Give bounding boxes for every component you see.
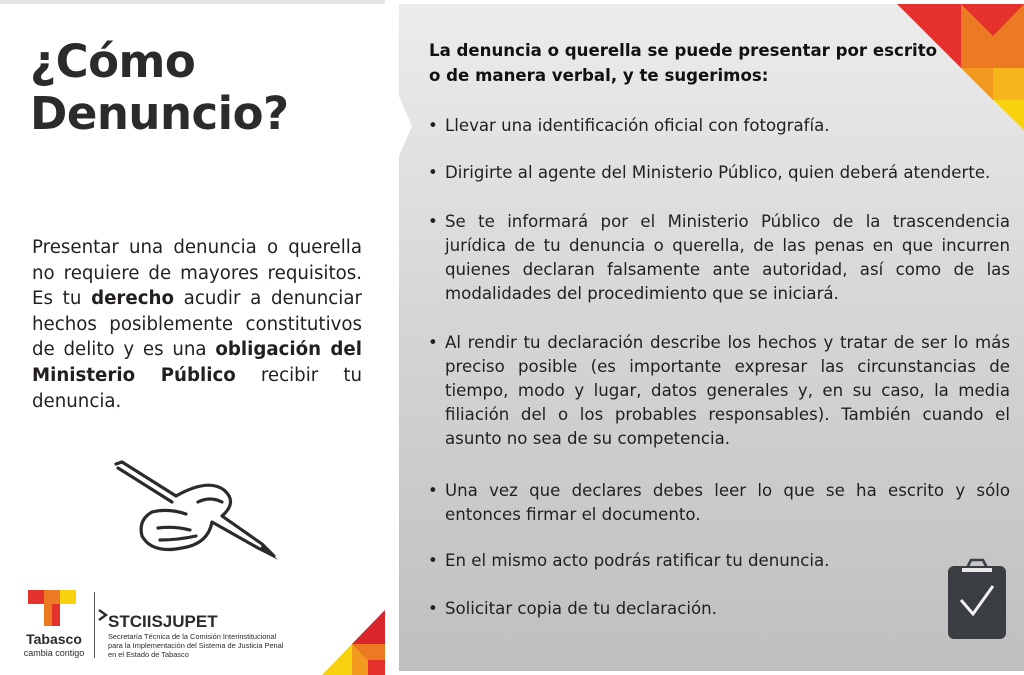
page-title-line-1: ¿Cómo: [30, 35, 196, 88]
bullet: •: [428, 551, 438, 570]
list-item: [428, 114, 1010, 138]
intro-text-2: acudir a denunciar hechos posiblemente constitutivos de delito y es una: [32, 288, 362, 361]
list-item-text: En el mismo acto podrás ratificar tu denuncia.: [445, 551, 830, 570]
tabasco-logo-name: Tabasco: [26, 631, 82, 647]
bullet: •: [428, 163, 438, 182]
tabasco-logo-slogan: cambia contigo: [23, 648, 85, 658]
stc-description-line-2: para la Implementación del Sistema de Justicia Penal: [108, 641, 284, 650]
intro-bold-obligacion: obligación del Ministerio Público: [32, 339, 362, 386]
list-item-text: Solicitar copia de tu declaración.: [445, 599, 717, 618]
intro-bold-derecho: derecho: [91, 288, 174, 310]
intro-text-3: recibir tu denuncia.: [32, 364, 362, 412]
list-item: [428, 161, 1010, 185]
list-item: [428, 331, 1010, 451]
logo-divider: [94, 592, 95, 658]
page-title-line-2: Denuncio?: [30, 87, 289, 140]
instructions-heading: La denuncia o querella se puede presentar por escrito o de manera verbal, y te sugerimos:: [429, 41, 938, 85]
list-item: [428, 597, 1010, 621]
left-corner-decoration: [318, 610, 385, 675]
intro-text-1: Presentar una denuncia o querella no requiere de mayores requisitos. Es tu: [32, 237, 362, 310]
bullet: •: [428, 116, 438, 135]
list-item-text: Dirigirte al agente del Ministerio Público, quien deberá atenderte.: [445, 163, 991, 182]
stc-description-line-1: Secretaría Técnica de la Comisión Interinstitucional: [108, 632, 277, 641]
bullet: •: [428, 333, 438, 352]
left-panel: [0, 0, 385, 675]
intro-paragraph: [32, 235, 362, 414]
bullet: •: [428, 481, 438, 500]
hand-writing-icon: [112, 456, 282, 568]
bullet: •: [428, 212, 438, 231]
bullet: •: [428, 599, 438, 618]
list-item: [428, 549, 1010, 573]
list-item-text: Una vez que declares debes leer lo que se ha escrito y sólo entonces firmar el documento.: [445, 481, 1010, 524]
list-item-text: Al rendir tu declaración describe los hechos y tratar de ser lo más preciso posible (es importante expresar las circunstancias de tiempo, modo y lugar, datos generales y, en su caso, la media filiación del o los probables responsables). También cuando el asunto no sea de su competencia.: [445, 333, 1010, 448]
page-title: [30, 36, 370, 140]
stc-description-line-3: en el Estado de Tabasco: [108, 650, 189, 659]
list-item: [428, 210, 1010, 306]
stc-arrow-icon: [98, 609, 108, 621]
stc-acronym: STCIISJUPET: [108, 612, 218, 631]
clipboard-check-icon: [947, 556, 1007, 640]
list-item: [428, 479, 1010, 527]
panel-notch: [385, 0, 415, 675]
list-item-text: Llevar una identificación oficial con fotografía.: [445, 116, 830, 135]
list-item-text: Se te informará por el Ministerio Público de la trascendencia jurídica de tu denuncia o querella, de las penas en que incurren quienes declaran falsamente ante autoridad, así como de las modalidades del procedimiento que se iniciará.: [445, 212, 1010, 303]
